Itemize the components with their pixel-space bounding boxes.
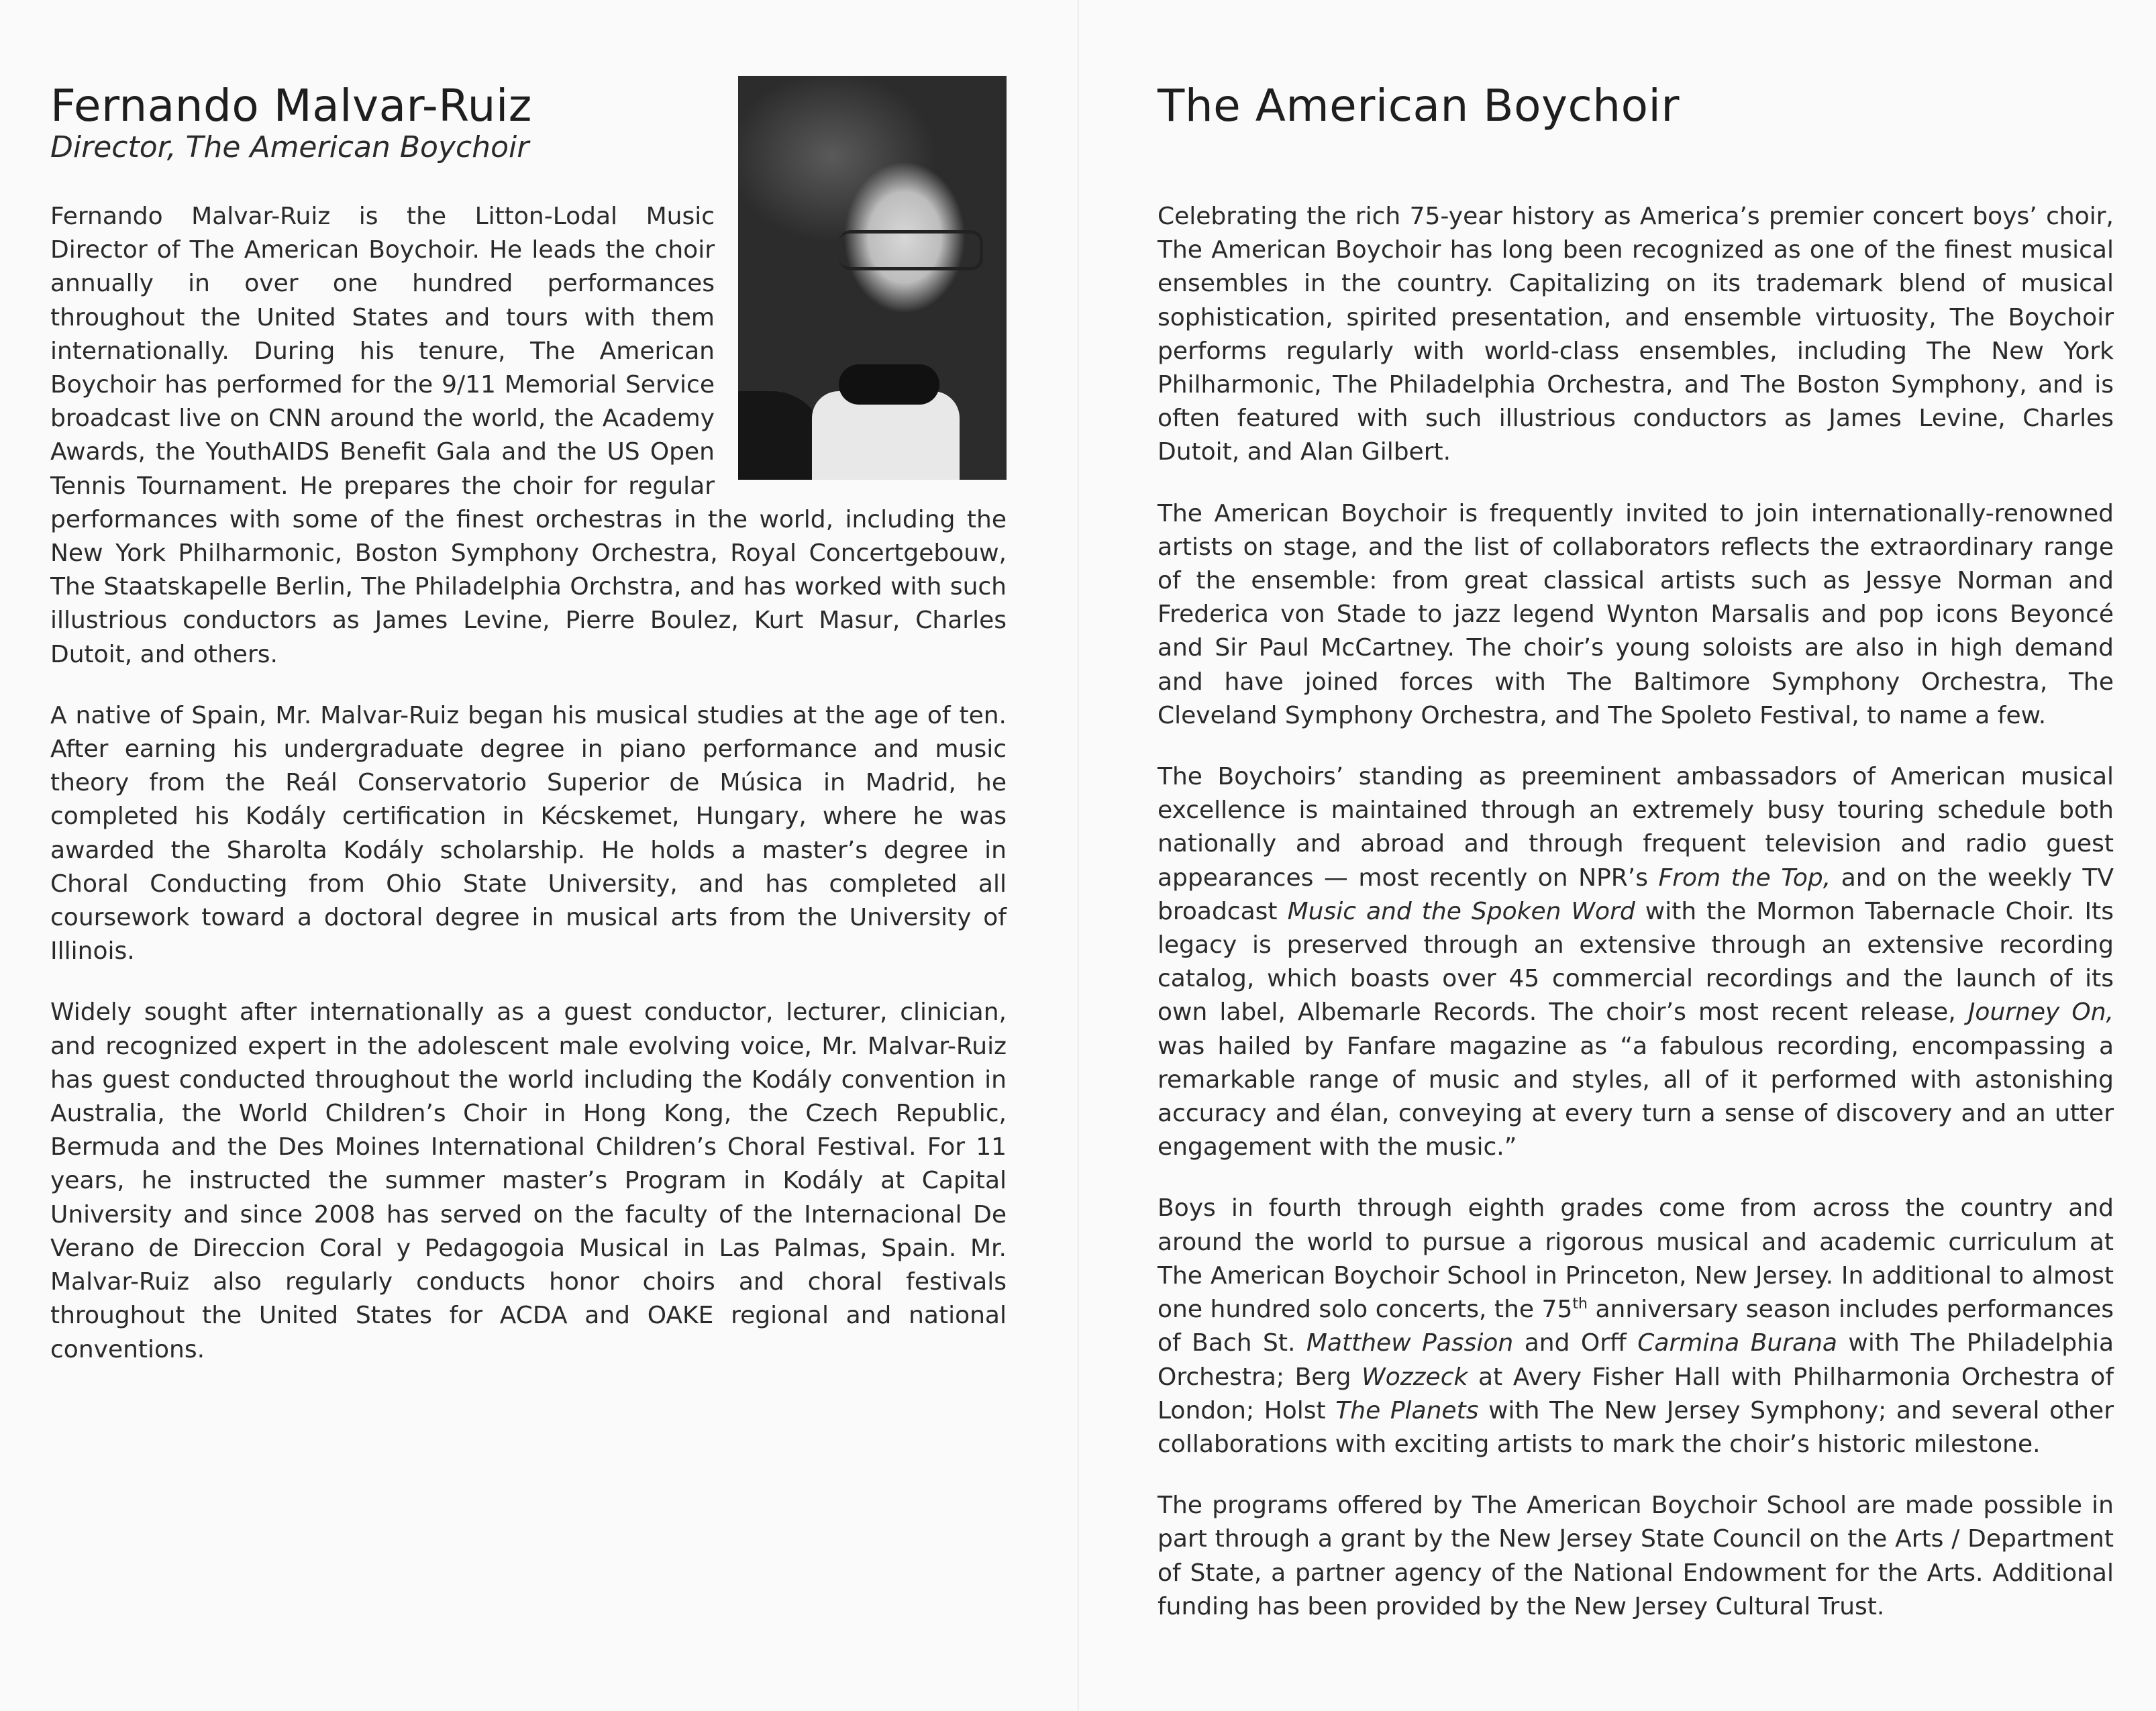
choir-paragraph-3 bbox=[1158, 760, 2114, 1164]
text-run: at Avery Fisher Hall with Philharmonia Orchestra of London; Holst bbox=[1158, 1363, 2114, 1424]
text-run: Boys in fourth through eighth grades come from across the country and around the world to pursue a rigorous musical and academic curriculum at The American Boychoir School in Princeton, New Jersey. In additional to almost one hundred solo concerts, the 75 bbox=[1158, 1194, 2114, 1324]
choir-paragraph-5: The programs offered by The American Boychoir School are made possible in part through a grant by the New Jersey State Council on the Arts / Department of State, a partner agency of the National Endowment for the Arts. Additional funding has been provided by the New Jersey Cultural Trust. bbox=[1158, 1492, 2114, 1620]
program-title-music-spoken-word: Music and the Spoken Word bbox=[1287, 897, 1635, 925]
work-title-wozzeck: Wozzeck bbox=[1362, 1363, 1468, 1391]
program-title-from-the-top: From the Top, bbox=[1658, 864, 1831, 892]
director-name-heading: Fernando Malvar-Ruiz bbox=[50, 80, 532, 132]
bio-paragraph-3: Widely sought after internationally as a guest conductor, lecturer, clinician, and recognized expert in the adolescent male evolving voice, Mr. Malvar-Ruiz has guest conducted throughout the world including the Kodály convention in Australia, the World Children’s Choir in Hong Kong, the Czech Republic, Bermuda and the Des Moines International Children’s Choral Festival. For 11 years, he instructed the summer master’s Program in Kodály at Capital University and since 2008 has served on the faculty of the Internacional De Verano de Direccion Coral y Pedagogoia Musical in Las Palmas, Spain. Mr. Malvar-Ruiz also regularly conducts honor choirs and choral festivals throughout the United States for ACDA and OAKE regional and national conventions. bbox=[50, 998, 1007, 1363]
text-run: and on the weekly TV broadcast bbox=[1158, 864, 2114, 925]
work-title-carmina-burana: Carmina Burana bbox=[1637, 1329, 1837, 1357]
album-title-journey-on: Journey On, bbox=[1967, 998, 2114, 1027]
photo-spacer bbox=[715, 200, 1007, 488]
ordinal-superscript: th bbox=[1572, 1296, 1588, 1313]
bio-paragraph-2: A native of Spain, Mr. Malvar-Ruiz began his musical studies at the age of ten. After earning his undergraduate degree in piano performance and music theory from the Reál Conservatorio Superior de Música in Madrid, he completed his Kodály certification in Kécskemet, Hungary, where he was awarded the Sharolta Kodály scholarship. He holds a master’s degree in Choral Conducting from Ohio State University, and has completed all coursework toward a doctoral degree in musical arts from the University of Illinois. bbox=[50, 701, 1007, 966]
text-run: and Orff bbox=[1513, 1329, 1638, 1357]
bio-paragraph-1: Fernando Malvar-Ruiz is the Litton-Lodal Music Director of The American Boychoir. He leads the choir annually in over one hundred performances throughout the United States and tours with them internationally. During his tenure, The American Boychoir has performed for the 9/11 Memorial Service broadcast live on CNN around the world, the Academy Awards, the YouthAIDS Benefit Gala and the US Open Tennis Tournament. He prepares the choir for regular performances with some of the finest orchestras in the world, including the New York Philharmonic, Boston Symphony Orchestra, Royal Concertgebouw, The Staatskapelle Berlin, The Philadelphia Orchstra, and has worked with such illustrious conductors as James Levine, Pierre Boulez, Kurt Masur, Charles Dutoit, and others. bbox=[50, 203, 1007, 668]
text-run: with the Mormon Tabernacle Choir. Its legacy is preserved through an extensive through an extensive recording catalog, which boasts over 45 commercial recordings and the launch of its own label, Albemarle Records. The choir’s most recent release, bbox=[1158, 897, 2114, 1027]
text-run: with The Philadelphia Orchestra; Berg bbox=[1158, 1329, 2114, 1391]
director-subtitle: Director, The American Boychoir bbox=[50, 130, 529, 164]
text-run: with The New Jersey Symphony; and several other collaborations with exciting artists to mark the choir’s historic milestone. bbox=[1158, 1396, 2114, 1458]
left-page bbox=[50, 0, 1007, 1711]
text-run: was hailed by Fanfare magazine as “a fabulous recording, encompassing a remarkable range of music and styles, all of it performed with astonishing accuracy and élan, conveying at every turn a sense of discovery and an utter engagement with the music.” bbox=[1158, 1032, 2114, 1161]
choir-description bbox=[1158, 200, 2114, 1651]
choir-paragraph-1: Celebrating the rich 75-year history as America’s premier concert boys’ choir, The American Boychoir has long been recognized as one of the finest musical ensembles in the country. Capitalizing on its trademark blend of musical sophistication, spirited presentation, and ensemble virtuosity, The Boychoir performs regularly with world-class ensembles, including The New York Philharmonic, The Philadelphia Orchestra, and The Boston Symphony, and is often featured with such illustrious conductors as James Levine, Charles Dutoit, and Alan Gilbert. bbox=[1158, 203, 2114, 466]
work-title-the-planets: The Planets bbox=[1335, 1396, 1479, 1424]
text-run: anniversary season includes performances of Bach St. bbox=[1158, 1296, 2114, 1357]
choir-paragraph-2: The American Boychoir is frequently invited to join internationally-renowned artists on stage, and the list of collaborators reflects the extraordinary range of the ensemble: from great classical artists such as Jessye Norman and Frederica von Stade to jazz legend Wynton Marsalis and pop icons Beyoncé and Sir Paul McCartney. The choir’s young soloists are also in high demand and have joined forces with The Baltimore Symphony Orchestra, The Cleveland Symphony Orchestra, and The Spoleto Festival, to name a few. bbox=[1158, 499, 2114, 729]
right-page bbox=[1158, 0, 2114, 1711]
text-run: The Boychoirs’ standing as preeminent ambassadors of American musical excellence is maintained through an extremely busy touring schedule both nationally and abroad and through frequent television and radio guest appearances — most recently on NPR’s bbox=[1158, 763, 2114, 892]
director-bio bbox=[50, 200, 1007, 1394]
page-gutter bbox=[1078, 0, 1079, 1711]
choir-heading: The American Boychoir bbox=[1158, 80, 1680, 132]
choir-paragraph-4 bbox=[1158, 1192, 2114, 1461]
work-title-matthew-passion: Matthew Passion bbox=[1306, 1329, 1514, 1357]
